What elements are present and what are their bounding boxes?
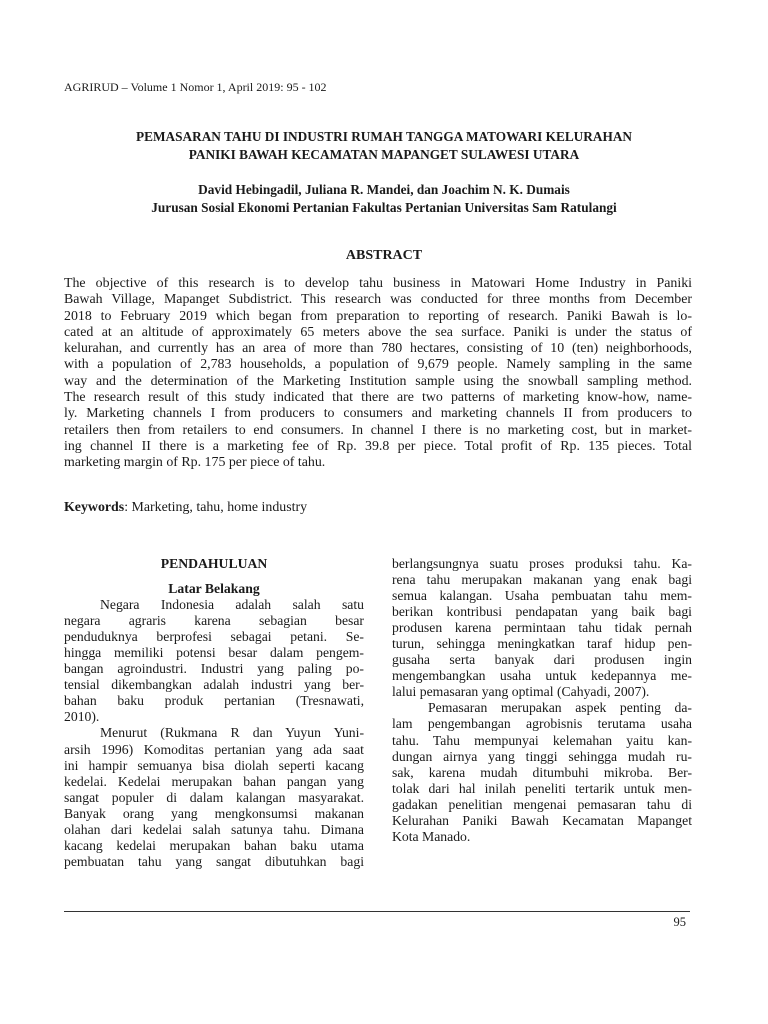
body-line: Kelurahan Paniki Bawah Kecamatan Mapanget <box>392 812 692 828</box>
title-line: PEMASARAN TAHU DI INDUSTRI RUMAH TANGGA MATOWARI KELURAHAN <box>135 129 633 144</box>
body-line: penduduknya berprofesi sebagai petani. Se- <box>64 629 364 645</box>
footer-rule <box>64 911 690 912</box>
body-line: sangat populer di dalam kalangan masyarakat. <box>64 789 364 805</box>
author-names: David Hebingadil, Juliana R. Mandei, dan Joachim N. K. Dumais <box>198 182 570 197</box>
body-line: berlangsungnya suatu proses produksi tahu. Ka- <box>392 556 692 571</box>
body-line: turun, sehingga meningkatkan taraf hidup pen- <box>392 636 692 652</box>
body-line: tolak dari hal inilah peneliti tertarik untuk men- <box>392 780 692 796</box>
body-line: 2010). <box>64 709 100 725</box>
body-line: arsih 1996) Komoditas pertanian yang ada saat <box>64 741 364 757</box>
abstract-text <box>64 276 692 472</box>
body-line: dungan airnya yang tinggi sehingga mudah ru- <box>392 748 692 764</box>
body-line: Banyak orang yang mengkonsumsi makanan <box>64 805 364 821</box>
keywords-label: Keywords <box>64 500 125 515</box>
body-line: olahan dari kedelai salah satunya tahu. Dimana <box>64 821 364 837</box>
body-line: tahu. Tahu mempunyai kelemahan yaitu kan- <box>392 732 692 748</box>
body-line: Kota Manado. <box>392 828 471 844</box>
body-line: bahan baku produk pertanian (Tresnawati, <box>64 693 364 709</box>
keywords-text: : Marketing, tahu, home industry <box>124 500 308 515</box>
body-line: hingga memiliki potensi besar dalam pengem- <box>64 645 364 661</box>
body-line: produsen karena permintaan tahu tidak pernah <box>392 620 692 636</box>
body-line: lalui pemasaran yang optimal (Cahyadi, 2007). <box>392 684 650 700</box>
body-line: lam pengembangan agrobisnis terutama usaha <box>392 716 692 732</box>
running-header: AGRIRUD – Volume 1 Nomor 1, April 2019: 95 - 102 <box>64 80 327 94</box>
abstract-line: The objective of this research is to develop tahu business in Matowari Home Industry in Paniki <box>64 276 692 291</box>
abstract-line: with a population of 2,783 households, a population of 9,679 people. Namely sampling in the same <box>64 357 692 373</box>
body-line: mengembangkan usaha untuk kedepannya me- <box>392 668 692 684</box>
paper-title <box>64 128 704 164</box>
body-line: negara agraris karena sebagian besar <box>64 613 364 629</box>
abstract-line: ly. Marketing channels I from producers to consumers and marketing channels II from producers to <box>64 406 692 422</box>
abstract-line: way and the determination of the Marketing Institution sample using the snowball sampling method. <box>64 373 692 389</box>
author-block <box>64 181 704 217</box>
abstract-line: kelurahan, and currently has an area of more than 780 hectares, consisting of 10 (ten) neighborhoods, <box>64 341 692 357</box>
body-line: Menurut (Rukmana R dan Yuyun Yuni- <box>100 725 364 741</box>
abstract-line: marketing margin of Rp. 175 per piece of tahu. <box>64 455 326 471</box>
keywords <box>64 499 307 517</box>
body-line: Negara Indonesia adalah salah satu <box>100 597 364 613</box>
abstract-line: retailers then from retailers to end consumers. In channel I there is no marketing cost, but in market- <box>64 422 692 438</box>
abstract-line: 2018 to February 2019 which began from preparation to reporting of research. Paniki Bawah is lo- <box>64 308 692 324</box>
title-line: PANIKI BAWAH KECAMATAN MAPANGET SULAWESI UTARA <box>188 147 580 162</box>
page-number: 95 <box>673 915 686 929</box>
body-line: tensial dikembangkan adalah industri yang ber- <box>64 677 364 693</box>
body-line: gadakan penelitian mengenai pemasaran tahu di <box>392 796 692 812</box>
abstract-line: Bawah Village, Mapanget Subdistrict. This research was conducted for three months from December <box>64 292 692 308</box>
body-line: bangan agroindustri. Industri yang paling po- <box>64 661 364 677</box>
body-line: kacang kedelai merupakan bahan baku utama <box>64 837 364 853</box>
abstract-heading: ABSTRACT <box>345 248 423 263</box>
body-column-right <box>392 556 692 845</box>
author-affiliation: Jurusan Sosial Ekonomi Pertanian Fakultas Pertanian Universitas Sam Ratulangi <box>151 200 617 215</box>
body-column-left <box>64 556 364 870</box>
body-line: rena tahu merupakan makanan yang enak bagi <box>392 572 692 588</box>
body-line: semua kalangan. Usaha pembuatan tahu mem- <box>392 588 692 604</box>
body-line: sak, karena mudah ditumbuhi mikroba. Ber- <box>392 764 692 780</box>
body-line: kedelai. Kedelai merupakan bahan pangan yang <box>64 773 364 789</box>
body-line: pembuatan tahu yang sangat dibutuhkan bagi <box>64 853 364 869</box>
body-line: ini hampir semuanya bisa diolah seperti kacang <box>64 757 364 773</box>
body-line: Pemasaran merupakan aspek penting da- <box>428 700 692 716</box>
body-line: berikan kontribusi pendapatan yang baik bagi <box>392 604 692 620</box>
spacer <box>64 572 364 581</box>
body-line: gusaha serta banyak dari produsen ingin <box>392 652 692 668</box>
section-heading: PENDAHULUAN <box>160 556 268 571</box>
subsection-heading: Latar Belakang <box>168 581 260 597</box>
abstract-line: cated at an altitude of approximately 65 meters above the sea surface. Paniki is under the status of <box>64 324 692 340</box>
abstract-line: The research result of this study indicated that there are two patterns of marketing know-how, name- <box>64 390 692 406</box>
abstract-line: ing channel II there is a marketing fee of Rp. 39.8 per piece. Total profit of Rp. 135 pieces. Total <box>64 438 692 454</box>
